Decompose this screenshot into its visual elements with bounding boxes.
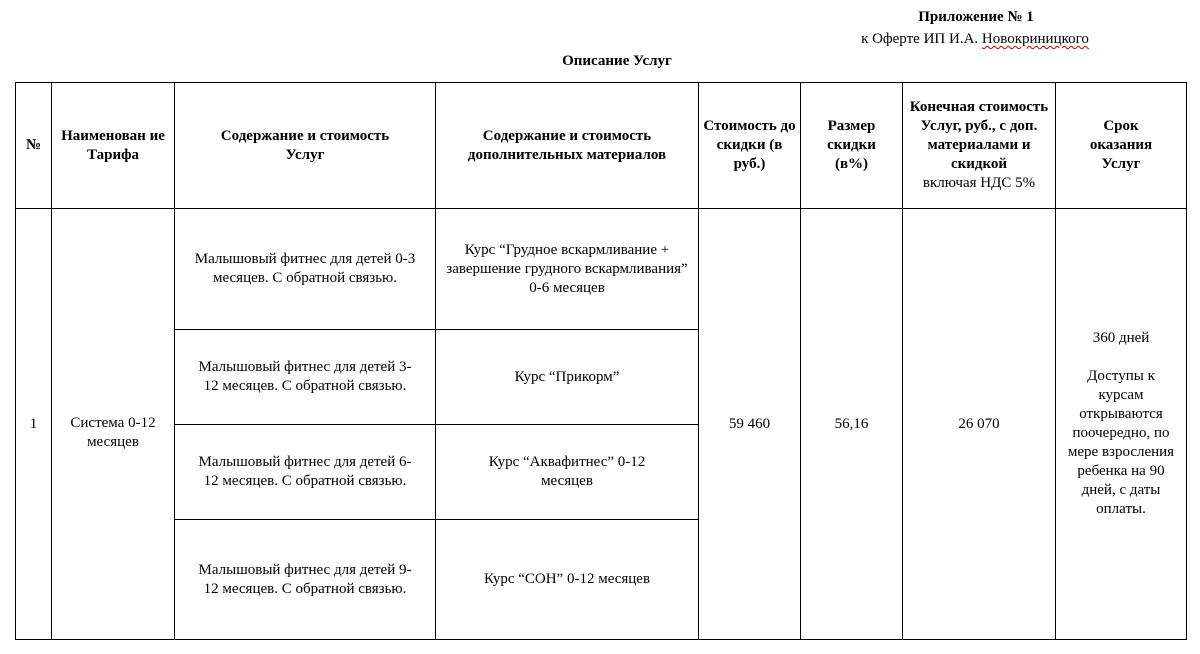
appendix-subtitle-prefix: к Оферте ИП И.А. <box>861 31 982 47</box>
header-number: № <box>25 137 42 153</box>
service-term-days: 360 дней <box>1092 330 1150 346</box>
final-cost: 26 070 <box>958 415 1000 432</box>
material-item: Курс “Грудное вскармливание + завершение грудного вскармливания” 0-6 месяцев <box>446 241 688 296</box>
material-aquafitness-text: Курс “Аквафитнес” 0-12 месяцев <box>488 454 646 489</box>
appendix-title: Приложение № 1 <box>918 9 1034 25</box>
service-item: Малышовый фитнес для детей 3-12 месяцев. С обратной связью. <box>198 359 412 394</box>
header-discount: Размер скидки (в%) <box>827 118 876 172</box>
document-title: Описание Услуг <box>562 53 672 69</box>
material-item: Курс “Прикорм” <box>514 368 620 385</box>
header-materials: Содержание и стоимость дополнительных материалов <box>467 127 667 163</box>
discount-size: 56,16 <box>834 415 869 432</box>
row-number: 1 <box>29 415 38 432</box>
table-border-right <box>1186 82 1187 640</box>
appendix-subtitle <box>820 31 1130 48</box>
header-final-cost-note: включая НДС 5% <box>922 175 1036 191</box>
header-tariff: Наименован ие Тарифа <box>61 127 165 163</box>
service-item: Малышовый фитнес для детей 6-12 месяцев. С обратной связью. <box>198 454 412 489</box>
header-final-cost-title: Конечная стоимость Услуг, руб., с доп. материалами и скидкой <box>909 99 1049 172</box>
price-before-discount: 59 460 <box>728 415 771 432</box>
service-term <box>1056 209 1186 639</box>
material-item <box>436 425 698 519</box>
material-item: Курс “СОН” 0-12 месяцев <box>483 571 651 587</box>
appendix-subtitle-name: Новокриницкого <box>981 31 1089 47</box>
header-term: Срок оказания Услуг <box>1089 118 1153 172</box>
header-content: Содержание и стоимость Услуг <box>220 127 390 163</box>
service-item: Малышовый фитнес для детей 0-3 месяцев. С обратной связью. <box>194 251 416 286</box>
table-border-bottom <box>15 639 1187 640</box>
service-item: Малышовый фитнес для детей 9-12 месяцев. С обратной связью. <box>198 561 412 597</box>
header-final-cost <box>903 83 1055 208</box>
service-term-note: Доступы к курсам открываются поочередно, по мере взросления ребенка на 90 дней, с даты оплаты. <box>1067 368 1175 517</box>
tariff-name: Система 0-12 месяцев <box>70 415 156 450</box>
header-price: Стоимость до скидки (в руб.) <box>703 118 796 172</box>
